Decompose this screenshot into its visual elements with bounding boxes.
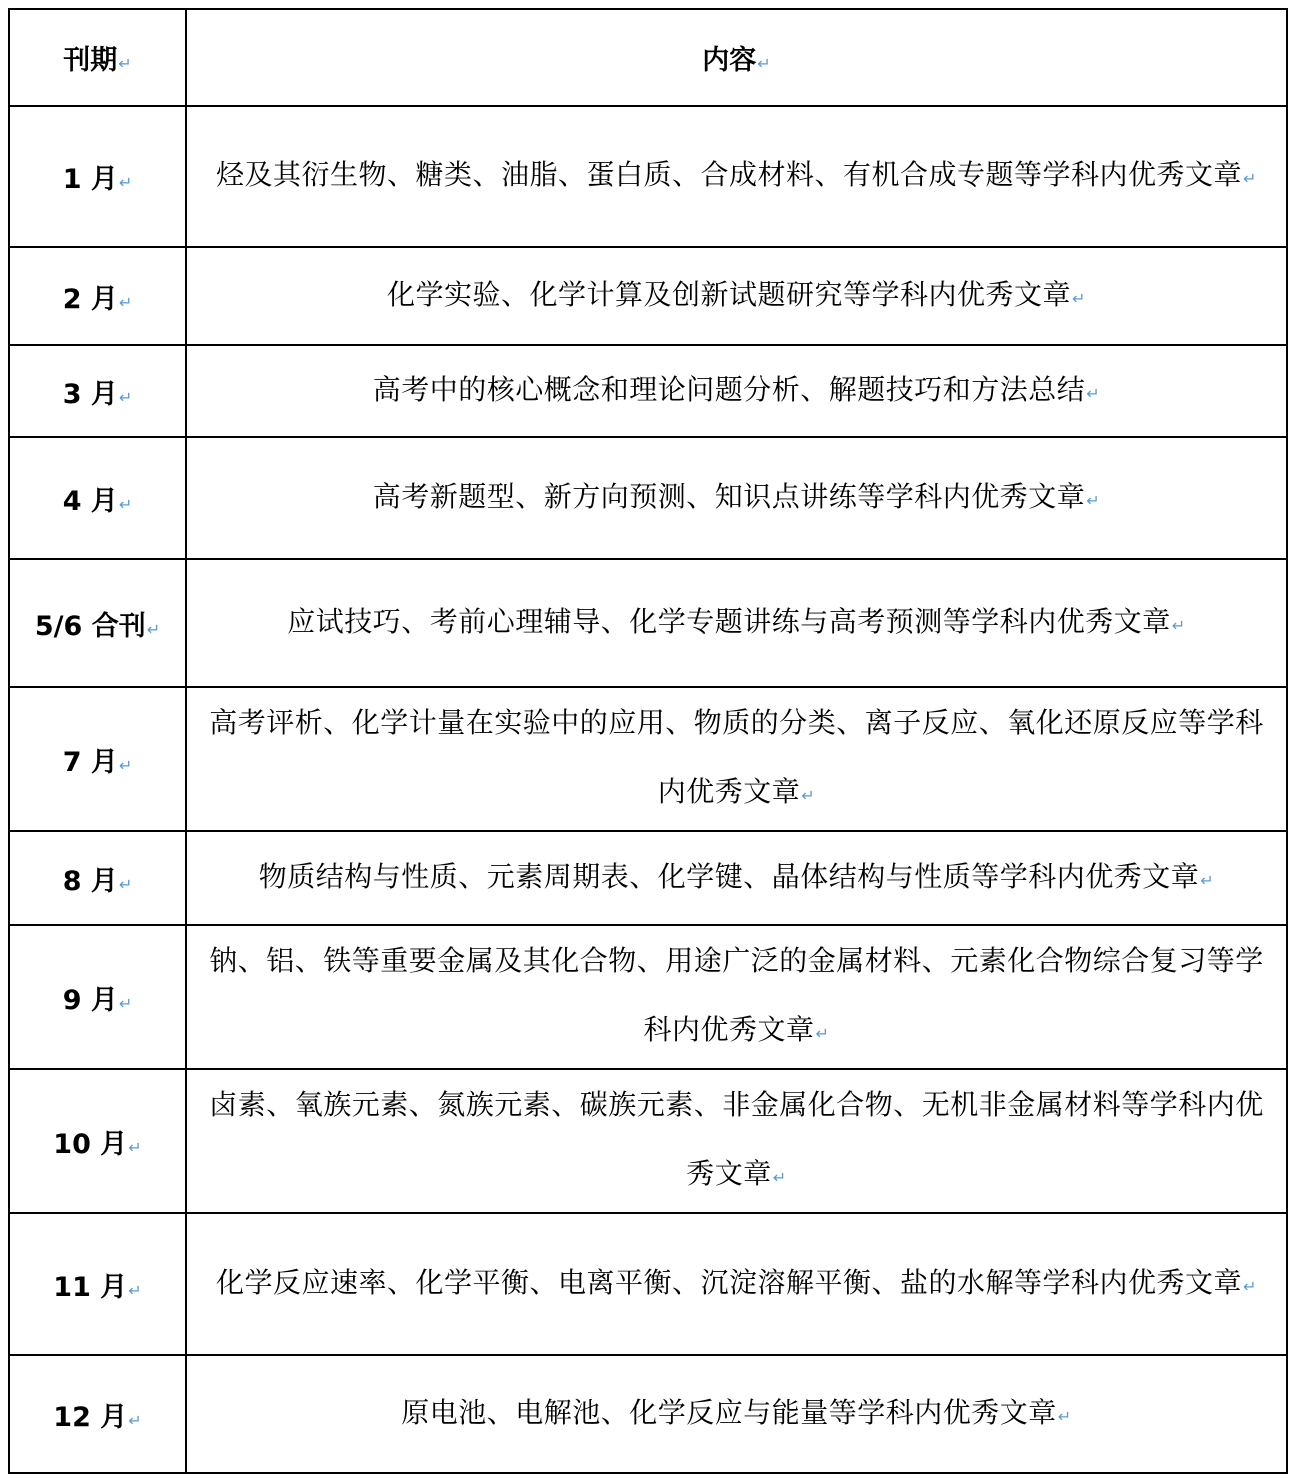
header-issue [9, 9, 186, 106]
content-text: 高考新题型、新方向预测、知识点讲练等学科内优秀文章 [372, 479, 1086, 513]
content-text: 化学反应速率、化学平衡、电离平衡、沉淀溶解平衡、盐的水解等学科内优秀文章 [216, 1265, 1243, 1299]
paragraph-mark-icon: ↵ [1057, 1406, 1072, 1426]
paragraph-mark-icon: ↵ [815, 1024, 830, 1043]
paragraph-mark-icon: ↵ [146, 619, 161, 639]
paragraph-mark-icon: ↵ [757, 54, 771, 73]
content-cell [186, 1213, 1287, 1355]
paragraph-mark-icon: ↵ [128, 1280, 142, 1300]
issue-cell [9, 1069, 186, 1213]
content-cell [186, 687, 1287, 831]
issue-label: 11 月 [53, 1271, 128, 1303]
issue-cell [9, 831, 186, 925]
content-text: 卤素、氧族元素、氮族元素、碳族元素、非金属化合物、无机非金属材料等学科内优秀文章 [209, 1088, 1264, 1190]
table-row [9, 106, 1287, 247]
issue-label: 4 月 [62, 485, 118, 517]
issue-cell [9, 1355, 186, 1473]
table-row [9, 247, 1287, 345]
header-content [186, 9, 1287, 106]
issue-label: 8 月 [62, 865, 118, 897]
table-row [9, 925, 1287, 1069]
paragraph-mark-icon: ↵ [118, 173, 133, 192]
issue-label: 3 月 [62, 378, 118, 410]
content-text: 化学实验、化学计算及创新试题研究等学科内优秀文章 [387, 277, 1072, 311]
issue-schedule-table [8, 8, 1288, 1474]
issue-label: 10 月 [53, 1128, 128, 1160]
content-text: 烃及其衍生物、糖类、油脂、蛋白质、合成材料、有机合成专题等学科内优秀文章 [216, 158, 1243, 191]
issue-cell [9, 345, 186, 437]
content-cell [186, 1355, 1287, 1473]
paragraph-mark-icon: ↵ [1243, 169, 1257, 188]
paragraph-mark-icon: ↵ [118, 993, 133, 1013]
paragraph-mark-icon: ↵ [118, 54, 132, 73]
content-cell [186, 1069, 1287, 1213]
header-issue-label: 刊期 [63, 45, 118, 76]
header-content-label: 内容 [702, 45, 757, 76]
table-row [9, 1069, 1287, 1213]
table-header-row [9, 9, 1287, 106]
paragraph-mark-icon: ↵ [801, 786, 816, 805]
content-cell [186, 247, 1287, 345]
content-text: 应试技巧、考前心理辅导、化学专题讲练与高考预测等学科内优秀文章 [287, 604, 1171, 638]
issue-cell [9, 106, 186, 247]
paragraph-mark-icon: ↵ [128, 1137, 142, 1157]
paragraph-mark-icon: ↵ [1243, 1276, 1257, 1296]
table-row [9, 345, 1287, 437]
paragraph-mark-icon: ↵ [1200, 870, 1215, 890]
issue-cell [9, 687, 186, 831]
paragraph-mark-icon: ↵ [1072, 288, 1086, 308]
paragraph-mark-icon: ↵ [772, 1168, 787, 1187]
issue-label: 2 月 [62, 283, 118, 315]
issue-cell [9, 437, 186, 559]
table-row [9, 1355, 1287, 1473]
content-text: 原电池、电解池、化学反应与能量等学科内优秀文章 [401, 1395, 1057, 1429]
content-text: 高考评析、化学计量在实验中的应用、物质的分类、离子反应、氧化还原反应等学科内优秀文章 [209, 706, 1264, 808]
content-cell [186, 106, 1287, 247]
paragraph-mark-icon: ↵ [118, 755, 133, 775]
issue-cell [9, 559, 186, 687]
paragraph-mark-icon: ↵ [118, 387, 133, 407]
paragraph-mark-icon: ↵ [118, 874, 133, 894]
issue-cell [9, 247, 186, 345]
issue-cell [9, 1213, 186, 1355]
content-cell [186, 345, 1287, 437]
paragraph-mark-icon: ↵ [118, 494, 133, 514]
table-row [9, 559, 1287, 687]
issue-cell [9, 925, 186, 1069]
paragraph-mark-icon: ↵ [1086, 490, 1101, 510]
content-cell [186, 559, 1287, 687]
content-cell [186, 437, 1287, 559]
paragraph-mark-icon: ↵ [1171, 615, 1186, 635]
paragraph-mark-icon: ↵ [1086, 383, 1101, 403]
paragraph-mark-icon: ↵ [128, 1410, 142, 1430]
table-row [9, 831, 1287, 925]
issue-label: 5/6 合刊 [34, 610, 146, 642]
content-text: 高考中的核心概念和理论问题分析、解题技巧和方法总结 [372, 372, 1086, 406]
issue-label: 7 月 [62, 746, 118, 778]
issue-label: 9 月 [62, 984, 118, 1016]
issue-label: 1 月 [62, 164, 118, 195]
table-row [9, 687, 1287, 831]
content-text: 钠、铝、铁等重要金属及其化合物、用途广泛的金属材料、元素化合物综合复习等学科内优秀文章 [209, 944, 1264, 1046]
paragraph-mark-icon: ↵ [118, 292, 133, 312]
table-row [9, 437, 1287, 559]
content-cell [186, 925, 1287, 1069]
content-cell [186, 831, 1287, 925]
table-row [9, 1213, 1287, 1355]
content-text: 物质结构与性质、元素周期表、化学键、晶体结构与性质等学科内优秀文章 [258, 859, 1200, 893]
issue-label: 12 月 [53, 1401, 128, 1433]
